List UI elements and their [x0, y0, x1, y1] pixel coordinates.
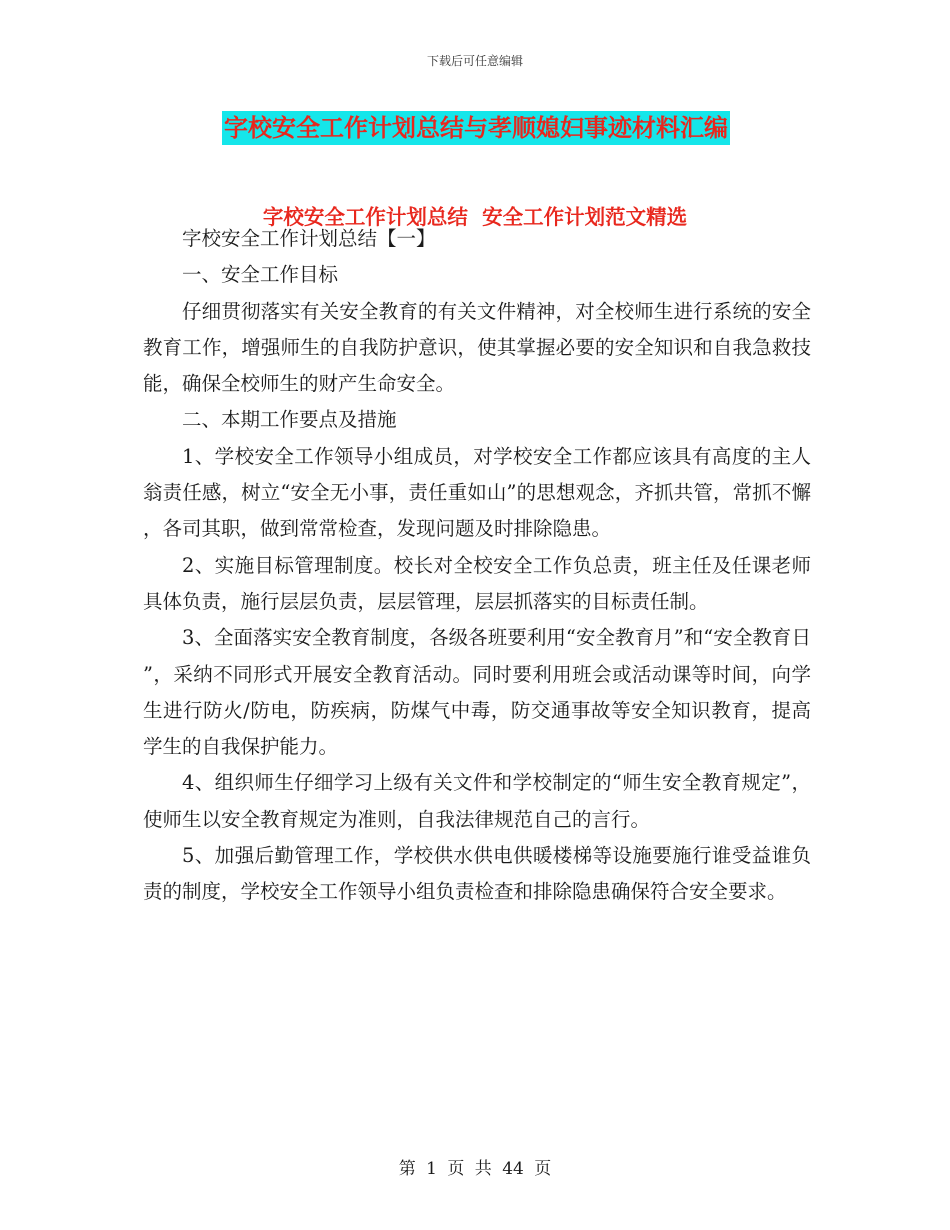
- sub-title: 字校安全工作计划总结 安全工作计划范文精选: [262, 205, 688, 229]
- paragraph-goal-heading: 一、安全工作目标: [182, 263, 339, 287]
- document-body: [143, 221, 811, 911]
- paragraph-measures-heading: 二、本期工作要点及措施: [182, 408, 397, 432]
- paragraph-item-3: 3、全面落实安全教育制度，各级各班要利用“安全教育月”和“安全教育日”，采纳不同形式开展安全教育活动。同时要利用班会或活动课等时间，向学生进行防火/防电，防疾病，防煤气中毒，防交通事故等安全知识教育，提高学生的自我保护能力。: [143, 626, 811, 759]
- paragraph-item-4: 4、组织师生仔细学习上级有关文件和学校制定的“师生安全教育规定”，使师生以安全教育规定为准则，自我法律规范自己的言行。: [143, 771, 811, 831]
- paragraph-item-1: 1、学校安全工作领导小组成员，对学校安全工作都应该具有高度的主人翁责任感，树立“安全无小事，责任重如山”的思想观念，齐抓共管，常抓不懈，各司其职，做到常常检查，发现问题及时排除隐患。: [143, 444, 811, 541]
- header-note: 下载后可任意编辑: [426, 54, 523, 68]
- paragraph-section-heading: 字校安全工作计划总结【一】: [182, 227, 436, 250]
- main-title: 字校安全工作计划总结与孝顺媳妇事迹材料汇编: [222, 111, 730, 145]
- paragraph-item-2: 2、实施目标管理制度。校长对全校安全工作负总责，班主任及任课老师具体负责，施行层层负责，层层管理，层层抓落实的目标责任制。: [143, 553, 811, 613]
- paragraph-goal: 仔细贯彻落实有关安全教育的有关文件精神，对全校师生进行系统的安全教育工作，增强师生的自我防护意识，使其掌握必要的安全知识和自我急救技能，确保全校师生的财产生命安全。: [143, 299, 811, 396]
- page-number: 第 1 页 共 44 页: [398, 1159, 552, 1179]
- paragraph-item-5: 5、加强后勤管理工作，学校供水供电供暖楼梯等设施要施行谁受益谁负责的制度，学校安全工作领导小组负责检查和排除隐患确保符合安全要求。: [143, 844, 811, 904]
